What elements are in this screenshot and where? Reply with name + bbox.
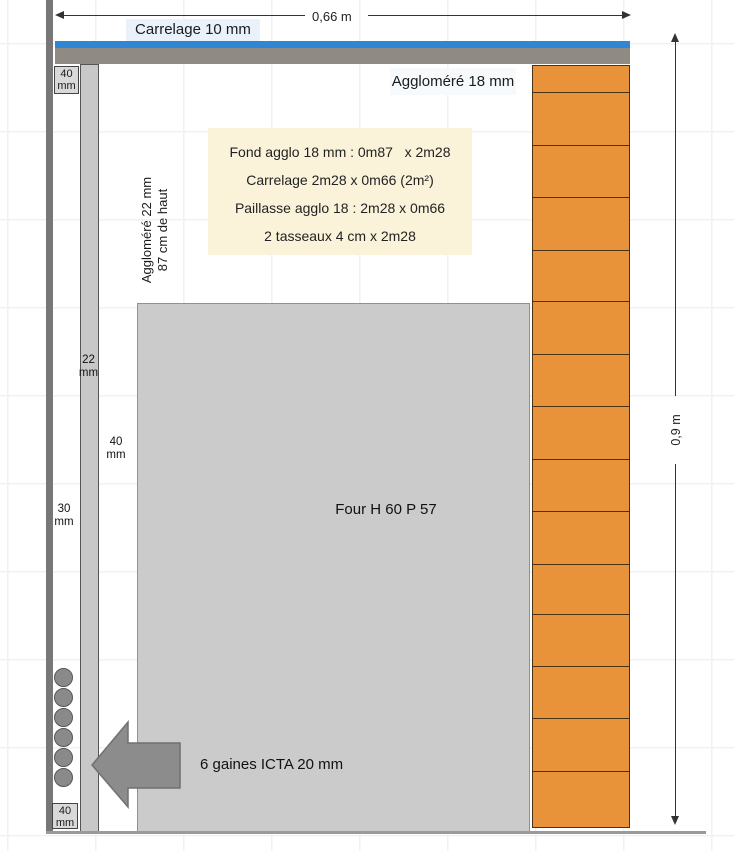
top-dimension-line-left xyxy=(57,15,305,16)
wall-bar xyxy=(46,0,53,833)
tasseau-top-unit: mm xyxy=(57,80,76,92)
brick-segment xyxy=(533,355,629,407)
brick-segment xyxy=(533,565,629,615)
right-dimension-line-top xyxy=(675,41,676,396)
info-line-paillasse: Paillasse agglo 18 : 2m28 x 0m66 xyxy=(234,200,446,216)
panel-thickness-unit: mm xyxy=(78,366,99,379)
brick-segment xyxy=(533,146,629,198)
brick-segment xyxy=(533,93,629,146)
brick-segment xyxy=(533,66,629,93)
conduit-circle xyxy=(54,728,73,747)
tasseau-bottom-unit: mm xyxy=(55,817,75,829)
agglomere22-line2: 87 cm de haut xyxy=(154,188,170,272)
materials-info-box xyxy=(208,128,472,255)
agglomere18-label: Aggloméré 18 mm xyxy=(390,68,516,95)
panel-thickness-label xyxy=(78,354,99,379)
offset-unit: mm xyxy=(54,515,74,528)
brick-segment xyxy=(533,772,629,827)
right-dimension-label: 0,9 m xyxy=(669,414,683,446)
gap-mid-label xyxy=(101,436,131,461)
agglomere22-label xyxy=(139,170,171,290)
offset-label xyxy=(49,503,79,528)
left-arrow-icon xyxy=(90,720,182,809)
brick-segment xyxy=(533,302,629,355)
agglomere22-line1: Aggloméré 22 mm xyxy=(139,176,154,284)
tasseau-bottom-box xyxy=(52,803,78,829)
brick-segment xyxy=(533,407,629,460)
carrelage-label: Carrelage 10 mm xyxy=(126,19,260,41)
agglo-panel-strip xyxy=(80,64,99,832)
conduit-circle xyxy=(54,708,73,727)
info-line-carrelage: Carrelage 2m28 x 0m66 (2m²) xyxy=(246,172,434,188)
oven-label: Four H 60 P 57 xyxy=(335,501,437,518)
gap-mid-value: 40 xyxy=(109,436,123,448)
brick-segment xyxy=(533,251,629,303)
info-line-tasseaux: 2 tasseaux 4 cm x 2m28 xyxy=(264,228,416,244)
brick-segment xyxy=(533,667,629,719)
brick-segment xyxy=(533,460,629,512)
floor-line xyxy=(46,831,706,834)
brick-segment xyxy=(533,198,629,251)
gaines-label: 6 gaines ICTA 20 mm xyxy=(200,756,344,773)
panel-thickness-value: 22 xyxy=(82,354,95,366)
dimension-arrowhead-right-icon xyxy=(622,11,631,19)
right-dimension-line-bottom xyxy=(675,464,676,817)
oven-rect xyxy=(137,303,530,832)
brick-column xyxy=(532,65,630,828)
tasseau-top-value: 40 xyxy=(60,68,73,80)
dimension-arrowhead-down-icon xyxy=(671,816,679,825)
top-dimension-label: 0,66 m xyxy=(312,9,352,24)
tasseau-bottom-value: 40 xyxy=(58,805,72,817)
gap-mid-unit: mm xyxy=(106,448,126,461)
conduit-circle xyxy=(54,748,73,767)
offset-value: 30 xyxy=(57,503,71,515)
conduit-stack xyxy=(54,668,73,788)
top-dimension-line-right xyxy=(368,15,622,16)
conduit-circle xyxy=(54,668,73,687)
brick-segment xyxy=(533,512,629,565)
conduit-circle xyxy=(54,688,73,707)
tasseau-top-box xyxy=(54,66,79,94)
info-line-fond: Fond agglo 18 mm : 0m87 x 2m28 xyxy=(229,144,451,160)
brick-segment xyxy=(533,719,629,772)
worktop-layer xyxy=(55,48,630,65)
brick-segment xyxy=(533,615,629,668)
conduit-circle xyxy=(54,768,73,787)
